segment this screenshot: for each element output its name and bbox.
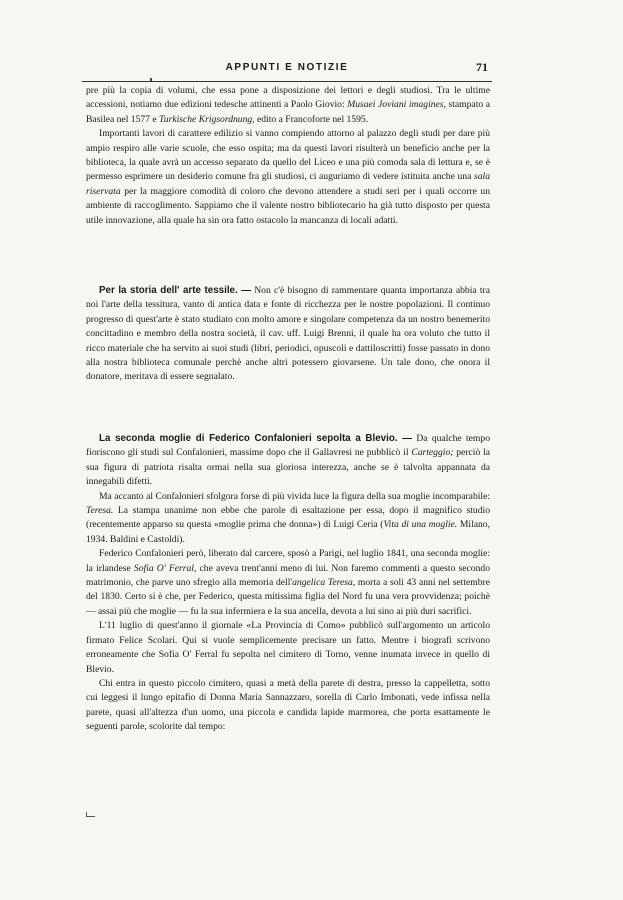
print-mark [150, 78, 152, 81]
page-number: 71 [476, 60, 488, 74]
paragraph: pre più la copia di volumi, che essa pone a disposizione dei lettori e degli studiosi. Tra le ultime accessioni, notiamo due edizioni tedesche attinenti a Paolo Giovio: Musaei Joviani imagines, stampato a Basilea nel 1577 e Turkische Krigsordnung, edito a Francoforte nel 1595. [86, 85, 491, 125]
paragraph: Chi entra in questo piccolo cimitero, quasi a metà della parete di destra, presso la cappelletta, sotto cui leggesi il lungo epitafio di Donna Maria Sannazzaro, sorella di Carlo Imbonati, vede infissa nella parete, quasi all'altezza d'un uomo, una piccola e candida lapide marmorea, che porta esattamente le seguenti parole, scolorite dal tempo: [86, 677, 490, 733]
section-heading: La seconda moglie di Federico Confalonieri sepolta a Blevio. — [99, 433, 412, 444]
section-heading: Per la storia dell' arte tessile. — [99, 285, 252, 296]
print-mark [86, 812, 95, 817]
paragraph: Importanti lavori di carattere edilizio si vanno compiendo attorno al palazzo degli studi per dare più ampio respiro alle varie scuole, che esso ospita; ma da questi lavori risulterà un beneficio anche per la biblioteca, la quale avrà un accesso separato da quello del Liceo e una più comoda sala di lettura e, se è permesso esprimere un desiderio comune fra gli studiosi, ci auguriamo di vedere istituita anche una sala riservata per la maggiore comodità di coloro che devono attendere a studi seri per i quali occorre un ambiente di raccoglimento. Sappiamo che il valente nostro bibliotecario ha già tutto disposto per questa utile innovazione, alla quale ha sin ora fatto ostacolo la mancanza di locali adatti. [86, 128, 490, 226]
paragraph: Federico Confalonieri però, liberato dal carcere, sposò a Parigi, nel luglio 1841, una seconda moglie: la irlandese Sofia O' Ferral, che aveva trent'anni meno di lui. Non faremo commenti a questo secondo matrimonio, che parve uno sfregio alla memoria dell'angelica Teresa, morta a soli 43 anni nel settembre del 1830. Certo si è che, per Federico, questa mitissima figlia del Nord fu una vera provvidenza; poichè — assai più che moglie — fu la sua infermiera e la sua ancella, devota a lui sino ai più duri sacrifici. [86, 548, 490, 617]
paragraph: La seconda moglie di Federico Confalonieri sepolta a Blevio. — Da qualche tempo fioriscono gli studi sul Confalonieri, massime dopo che il Gallavresi ne pubblicò il Carteggio; perciò la sua figura di patriota risalta ormai nella sua gloriosa interezza, anche se è talvolta appannata da innegabili difetti. [86, 433, 490, 488]
paragraph: Per la storia dell' arte tessile. — Non c'è bisogno di rammentare quanta importanza abbia tra noi l'arte della tessitura, vanto di antica data e fonte di ricchezza per le nostre popolazioni. Il continuo progresso di quest'arte è stato studiato con molto amore e singolare competenza da un nostro benemerito concittadino e membro della nostra società, il cav. uff. Luigi Brenni, il quale ha ora voluto che tutto il ricco materiale che ha servito ai suoi studi (libri, periodici, opuscoli e dattiloscritti) fosse passato in dono alla nostra biblioteca comunale perchè anche altri potessero giovarsene. Un tale dono, che onora il donatore, meritava di essere segnalato. [86, 285, 490, 383]
section-textile-art [86, 284, 490, 385]
section-confalonieri [86, 432, 490, 735]
paragraph: L'11 luglio di quest'anno il giornale «La Provincia di Como» pubblicò sull'argomento un articolo firmato Felice Scolari. Qui si vuole semplicemente precisare un fatto. Mentre i biografi scrivono erroneamente che Sofia O' Ferral fu sepolta nel cimitero di Torno, venne inumata invece in quello di Blevio. [86, 620, 490, 675]
paragraph: Ma accanto al Confalonieri sfolgora forse di più vivida luce la figura della sua moglie incomparabile: Teresa. La stampa unanime non ebbe che parole di esaltazione per essa, dopo il magnifico studio (recentemente apparso su questa «moglie prima che donna») di Luigi Ceria (Vita di una moglie. Milano, 1934. Baldini e Castoldi). [86, 490, 490, 545]
running-title: APPUNTI E NOTIZIE [225, 62, 349, 73]
section-library-continuation [86, 84, 490, 228]
running-header [82, 59, 492, 82]
